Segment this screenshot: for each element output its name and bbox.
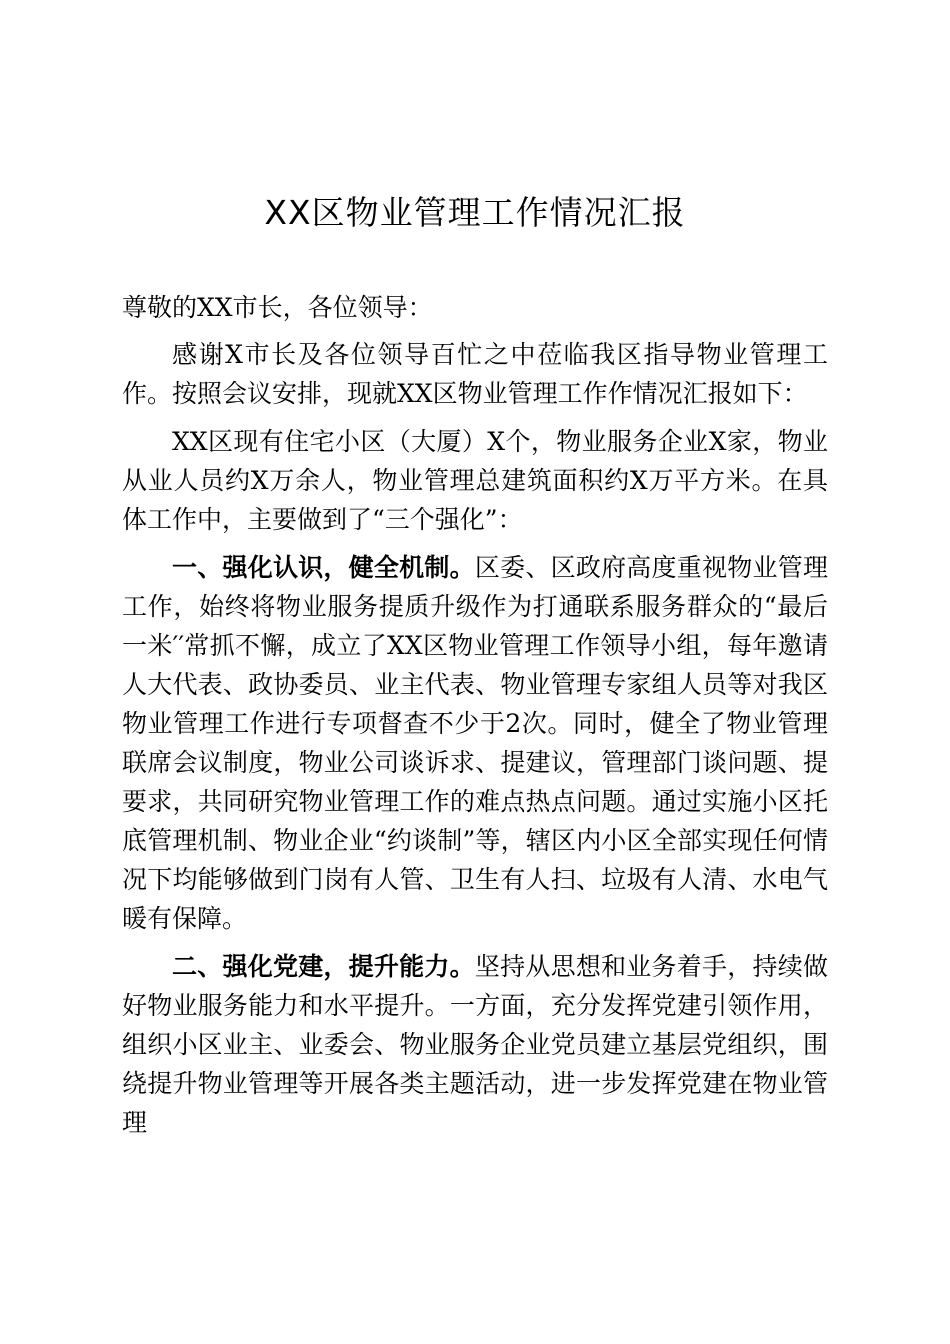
paragraph-overview bbox=[122, 422, 828, 539]
paragraph-text: XX区现有住宅小区（大厦）X个，物业服务企业X家，物业从业人员约X万余人，物业管理总建筑面积约X万平方米。在具体工作中，主要做到了“三个强化”： bbox=[122, 427, 828, 534]
paragraph-text: 感谢X市长及各位领导百忙之中莅临我区指导物业管理工作。按照会议安排，现就XX区物业管理工作作情况汇报如下： bbox=[122, 340, 828, 408]
paragraph-section-1 bbox=[122, 548, 828, 938]
section-heading: 二、强化党建，提升能力。 bbox=[172, 952, 475, 981]
paragraph-text: 区委、区政府高度重视物业管理工作，始终将物业服务提质升级作为打通联系服务群众的“最后一米′′常抓不懈，成立了XX区物业管理工作领导小组，每年邀请人大代表、政协委员、业主代表、物业管理专家组人员等对我区物业管理工作进行专项督查不少于2次。同时，健全了物业管理联席会议制度，物业公司谈诉求、提建议，管理部门谈问题、提要求，共同研究物业管理工作的难点热点问题。通过实施小区托底管理机制、物业企业“约谈制”等，辖区内小区全部实现任何情况下均能够做到门岗有人管、卫生有人扫、垃圾有人清、水电气暖有保障。 bbox=[122, 553, 828, 933]
document-title: XX区物业管理工作情况汇报 bbox=[264, 193, 686, 232]
paragraph-text: 坚持从思想和业务着手，持续做好物业服务能力和水平提升。一方面，充分发挥党建引领作用，组织小区业主、业委会、物业服务企业党员建立基层党组织，围绕提升物业管理等开展各类主题活动，进一步发挥党建在物业管理 bbox=[122, 952, 828, 1137]
section-heading: 一、强化认识，健全机制。 bbox=[172, 553, 475, 582]
paragraph-section-2 bbox=[122, 947, 828, 1142]
document-body bbox=[122, 288, 828, 1151]
paragraph-opening bbox=[122, 335, 828, 413]
salutation: 尊敬的XX市长，各位领导： bbox=[122, 293, 433, 322]
